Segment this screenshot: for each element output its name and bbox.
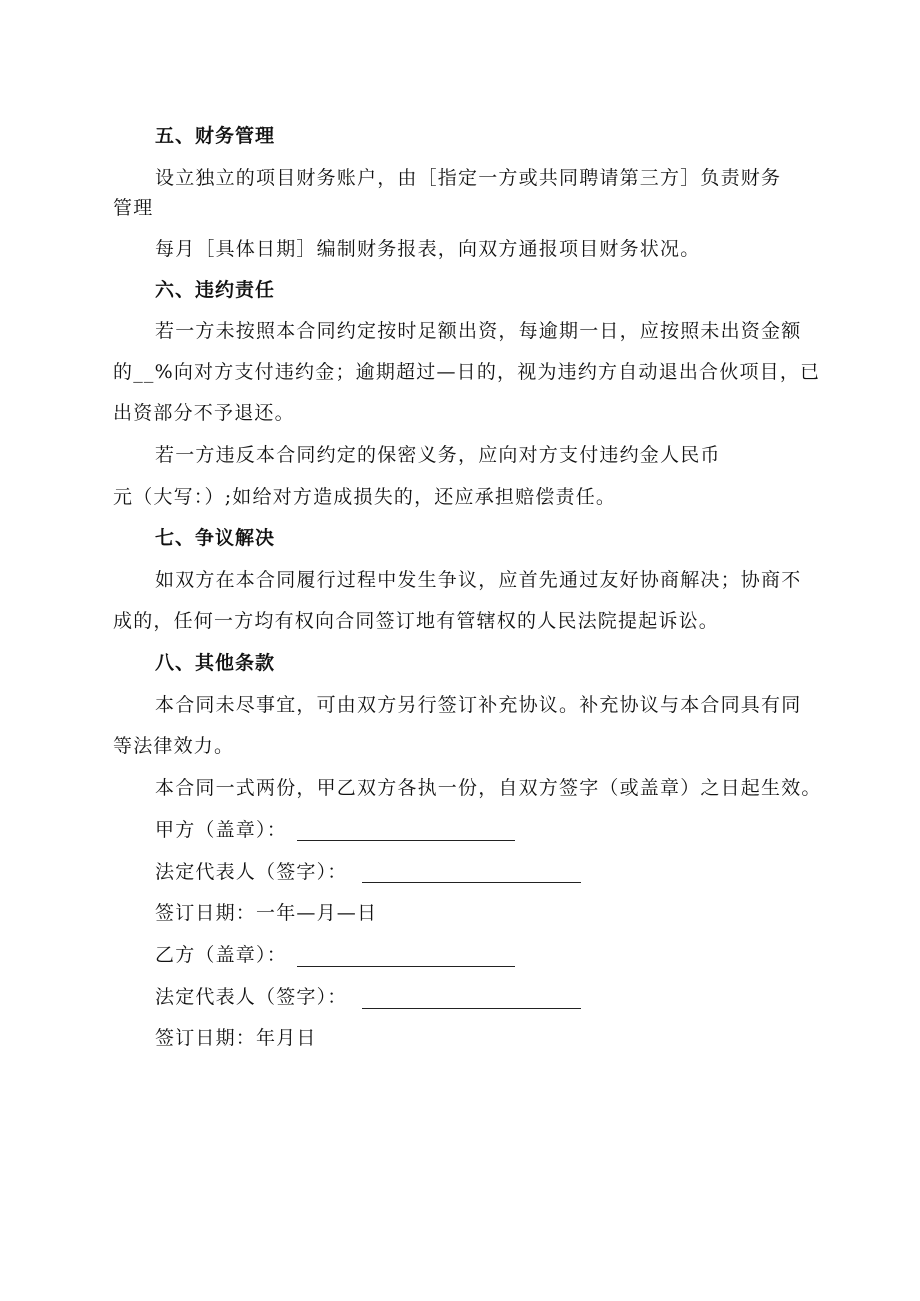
breach-paragraph-2-line-1: 若一方违反本合同约定的保密义务，应向对方支付违约金人民币 xyxy=(155,444,721,466)
dispute-paragraph-line-1: 如双方在本合同履行过程中发生争议，应首先通过友好协商解决；协商不 xyxy=(155,569,802,591)
party-b-representative-blank[interactable] xyxy=(362,1008,581,1009)
party-a-representative-label: 法定代表人（签字）： xyxy=(155,861,348,883)
section-heading-finance: 五、财务管理 xyxy=(155,125,276,147)
finance-paragraph-1-line-1: 设立独立的项目财务账户，由［指定一方或共同聘请第三方］负责财务 xyxy=(155,167,782,189)
party-a-seal-blank[interactable] xyxy=(297,840,515,841)
breach-paragraph-1-line-3: 出资部分不予退还。 xyxy=(113,402,295,424)
section-heading-dispute: 七、争议解决 xyxy=(155,527,276,549)
dispute-paragraph-line-2: 成的，任何一方均有权向合同签订地有管辖权的人民法院提起诉讼。 xyxy=(113,610,720,632)
breach-paragraph-2-line-2: 元（大写：）;如给对方造成损失的，还应承担赔偿责任。 xyxy=(113,486,617,508)
party-a-signing-date: 签订日期：一年—月—日 xyxy=(155,902,378,924)
finance-paragraph-1-line-2: 管理 xyxy=(113,197,154,219)
party-b-seal-blank[interactable] xyxy=(297,966,515,967)
party-b-signing-date: 签订日期：年月日 xyxy=(155,1027,317,1049)
other-paragraph-1-line-2: 等法律效力。 xyxy=(113,735,235,757)
breach-paragraph-1-line-1: 若一方未按照本合同约定按时足额出资，每逾期一日，应按照未出资金额 xyxy=(155,320,802,342)
finance-paragraph-2: 每月［具体日期］编制财务报表，向双方通报项目财务状况。 xyxy=(155,238,701,260)
other-paragraph-1-line-1: 本合同未尽事宜，可由双方另行签订补充协议。补充协议与本合同具有同 xyxy=(155,694,802,716)
party-a-seal-label: 甲方（盖章）： xyxy=(155,819,287,841)
section-heading-breach: 六、违约责任 xyxy=(155,279,276,301)
party-a-representative-blank[interactable] xyxy=(362,882,581,883)
section-heading-other: 八、其他条款 xyxy=(155,652,276,674)
breach-paragraph-1-line-2: 的__%向对方支付违约金；逾期超过—日的，视为违约方自动退出合伙项目，已 xyxy=(113,361,821,383)
party-b-representative-label: 法定代表人（签字）： xyxy=(155,986,348,1008)
party-b-seal-label: 乙方（盖章）： xyxy=(155,944,287,966)
other-paragraph-2: 本合同一式两份，甲乙双方各执一份，自双方签字（或盖章）之日起生效。 xyxy=(155,777,822,799)
